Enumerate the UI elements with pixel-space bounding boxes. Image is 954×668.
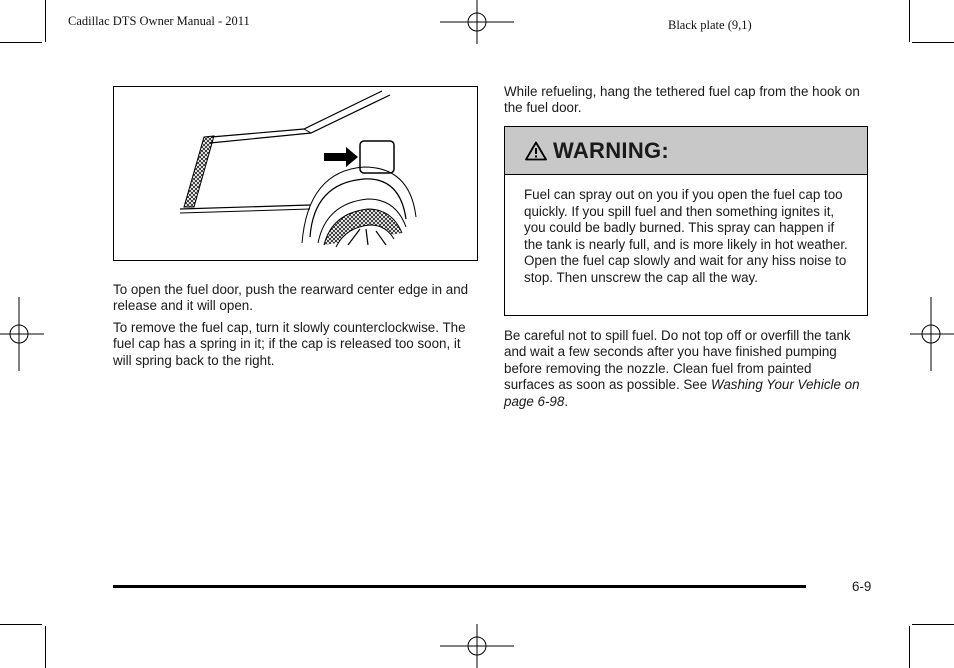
crop-mark — [0, 42, 42, 43]
crop-mark — [0, 624, 42, 625]
fuel-door-illustration — [113, 86, 478, 261]
spill-caution-text: Be careful not to spill fuel. Do not top off or overfill the tank and wait a few seconds after you have finished pumping before removing the nozzle. Clean fuel from painted surfaces as soon as possible. See — [504, 328, 851, 393]
registration-mark-right — [910, 297, 954, 371]
crop-mark — [45, 626, 46, 668]
crop-mark — [909, 626, 910, 668]
registration-mark-bottom — [440, 624, 514, 668]
crop-mark — [909, 0, 910, 42]
warning-triangle-icon — [525, 141, 547, 161]
fuel-cap-remove-paragraph: To remove the fuel cap, turn it slowly counterclockwise. The fuel cap has a spring in it; if the cap is released too soon, it will spring back to the right. — [113, 320, 466, 368]
washing-vehicle-reference-link[interactable]: Washing Your Vehicle on page 6-98 — [504, 377, 860, 409]
warning-title: WARNING: — [553, 137, 670, 163]
registration-mark-left — [0, 297, 44, 371]
fuel-door-drawing — [114, 87, 476, 259]
spill-caution-paragraph — [504, 328, 864, 410]
crop-mark — [912, 624, 954, 625]
spill-caution-end: . — [564, 393, 569, 409]
registration-mark-top — [440, 0, 514, 44]
warning-box — [504, 126, 868, 316]
crop-mark — [45, 0, 46, 42]
warning-header — [505, 127, 867, 175]
crop-mark — [912, 42, 954, 43]
warning-body-text: Fuel can spray out on you if you open the fuel cap too quickly. If you spill fuel and then something ignites it, you could be badly burned. This spray can happen if the tank is nearly full, and is more likely in hot weather. Open the fuel cap slowly and wait for any hiss noise to stop. Then unscrew the cap all the way. — [524, 187, 848, 285]
page-number: 6-9 — [852, 579, 872, 594]
header-manual-title: Cadillac DTS Owner Manual - 2011 — [68, 14, 250, 28]
fuel-door-open-paragraph: To open the fuel door, push the rearward center edge in and release and it will open. — [113, 282, 469, 314]
header-plate-info: Black plate (9,1) — [668, 18, 752, 32]
refueling-intro-paragraph: While refueling, hang the tethered fuel cap from the hook on the fuel door. — [504, 84, 860, 116]
footer-rule — [113, 585, 806, 588]
